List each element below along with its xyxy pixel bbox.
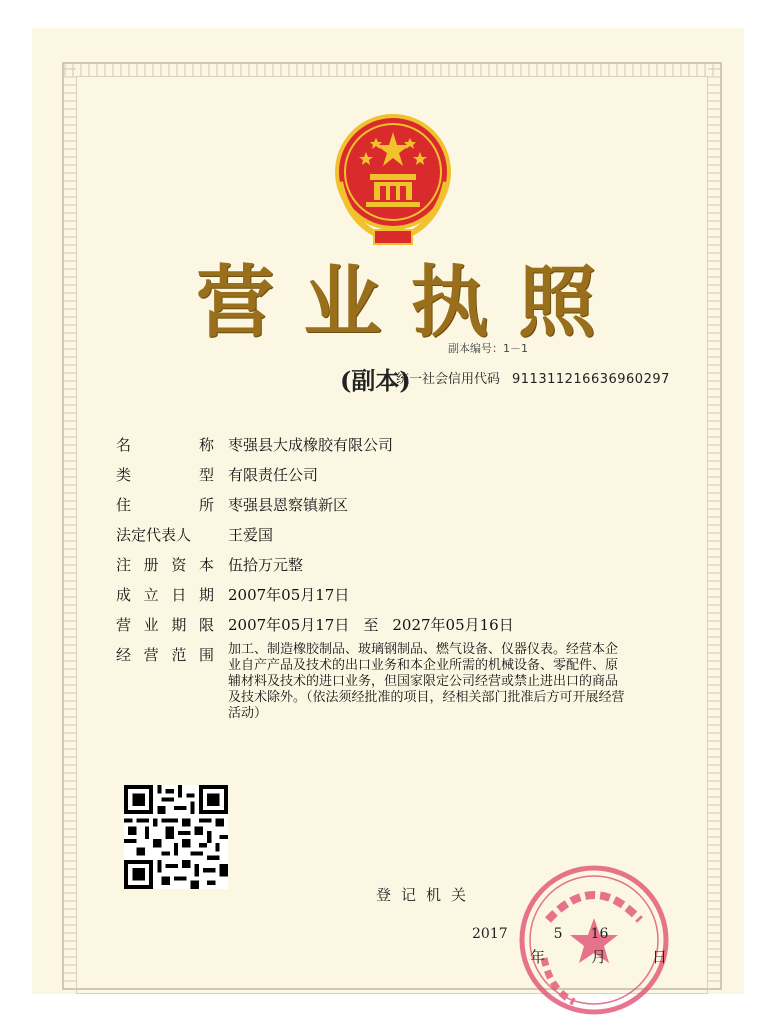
credit-code-line: [396, 368, 670, 387]
field-row-address: [116, 490, 636, 520]
national-emblem-icon: [330, 112, 456, 248]
company-type-value: 有限责任公司: [228, 466, 319, 484]
credit-code-label: 统一社会信用代码: [396, 372, 501, 387]
field-row-legal-rep: [116, 520, 636, 550]
field-row-type: [116, 460, 636, 490]
business-scope-value: 加工、制造橡胶制品、玻璃钢制品、燃气设备、仪器仪表。经营本企业自产产品及技术的出口业务和本企业所需的机械设备、零配件、原辅材料及技术的进口业务，但国家限定公司经营或禁止进出口的商品及技术除外。（依法须经批准的项目，经相关部门批准后方可开展经营活动）: [228, 642, 625, 721]
field-label: 经 营 范 围: [116, 646, 214, 664]
field-row-term: [116, 610, 636, 640]
field-row-established: [116, 580, 636, 610]
field-row-capital: [116, 550, 636, 580]
field-label: 营 业 期 限: [116, 616, 214, 634]
address-value: 枣强县恩察镇新区: [228, 496, 349, 514]
business-term-value: 2007年05月17日 至 2027年05月16日: [228, 616, 514, 634]
page-title: [196, 258, 596, 348]
field-row-name: [116, 430, 636, 460]
field-label: 住 所: [116, 496, 214, 514]
title-char: 照: [517, 258, 596, 348]
credit-code-value: 91131121663696029​7: [512, 372, 670, 387]
copy-number: 副本编号：1－1: [448, 342, 528, 355]
established-date-value: 2007年05月17日: [228, 586, 350, 604]
field-label: 成 立 日 期: [116, 586, 214, 604]
qr-code-icon[interactable]: [124, 785, 228, 889]
issue-date: 2017 5 16 年 月 日: [472, 926, 668, 966]
copy-label: (副本): [340, 366, 411, 395]
title-char: 营: [196, 258, 275, 348]
capital-value: 伍拾万元整: [228, 556, 304, 574]
field-row-scope: [116, 640, 636, 722]
field-label: 名 称: [116, 436, 214, 454]
title-char: 业: [303, 258, 382, 348]
company-name-value: 枣强县大成橡胶有限公司: [228, 436, 394, 454]
field-label: 法定代表人: [116, 526, 192, 544]
license-fields: [116, 430, 636, 722]
field-label: 类 型: [116, 466, 214, 484]
registration-authority: 登记机关: [376, 886, 477, 904]
field-label: 注 册 资 本: [116, 556, 214, 574]
title-char: 执: [410, 258, 489, 348]
legal-rep-value: 王爱国: [228, 526, 274, 544]
